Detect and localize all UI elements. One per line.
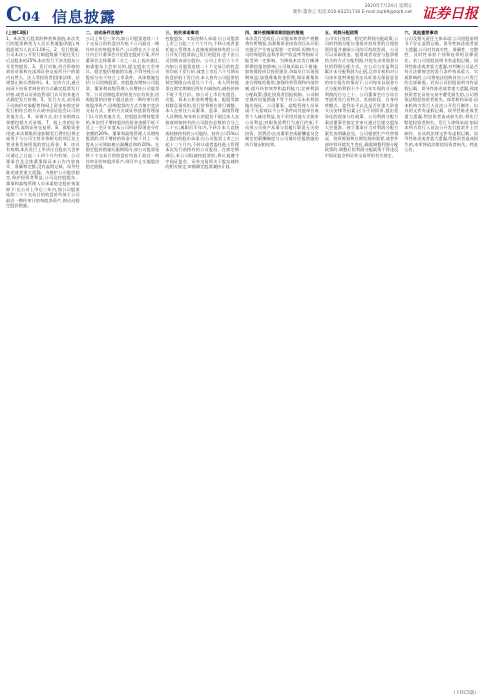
column-6 <box>404 30 478 690</box>
column-5 <box>325 30 399 690</box>
column-body: 1、本次发行股票的种类和面值,本次发行的股票种类为人民币普通股(A股),每股面值为人民币1.00元。2、发行数量,公司本次公开发行新股数量不超过发行后总股本的25%,本次发行不涉及股东公开发售股份。3、发行对象,符合资格的询价对象和在深圳证券交易所开户的境内自然人、法人等投资者(国家法律、法规禁止购买者除外)。4、定价方式,通过向网下投资者询价的方式确定股票发行价格,或者以证券监管部门认可的其他方式确定发行价格。5、发行方式,采用网下向询价对象配售和网上资金申购定价发行相结合的方式或中国证监会认可的其他方式。6、承销方式,由主承销商以余额包销方式承销。7、拟上市的证券交易所,深圳证券交易所。8、募集资金用途,本次募集资金扣除发行费用后将全部用于与公司主营业务相关的项目及主营业务发展所需的营运资金。9、决议有效期,本次发行上市决议自股东大会审议通过之日起二十四个月内有效。公司董事会及全体董事保证本公告内容真实、准确和完整,没有虚假记载、误导性陈述或者重大遗漏。为维护公司股价稳定,保护投资者利益,公司及控股股东、董事和高级管理人员承诺稳定股价预案如下:在公司上市后三年内,如公司股票连续二十个交易日的收盘价均低于公司最近一期经审计的每股净资产,则启动稳定股价措施。 <box>6 35 80 209</box>
issue-meta <box>242 4 412 16</box>
column-heading: 六、其他重要事项 <box>404 30 438 35</box>
column-heading: 三、相关承诺事项 <box>165 30 199 35</box>
newspaper-logo: 证券日报 <box>422 6 478 22</box>
header-rule <box>6 26 478 27</box>
page-number: 04 <box>21 10 41 25</box>
column-heading: 二、启动条件及程序 <box>85 30 124 35</box>
column-body: 公司及相关责任主体承诺:公司招股说明书不存在虚假记载、误导性陈述或者重大遗漏,公司对其真实性、准确性、完整性、及时性承担个别和连带的法律责任。若公司招股说明书有虚假记载、误导性陈述或者重大遗漏,对判断公司是否符合法律规定的发行条件构成重大、实质影响的,公司将依法回购首次公开发行的全部新股。若因公司招股说明书有虚假记载、误导性陈述或者重大遗漏,致使投资者在证券交易中遭受损失的,公司将依法赔偿投资者损失。保荐机构承诺:因本机构为发行人首次公开发行制作、出具的文件有虚假记载、误导性陈述或者重大遗漏,给投资者造成损失的,将先行赔偿投资者损失。发行人律师承诺:如因本所为发行人首次公开发行股票并上市制作、出具的法律文件有虚假记载、误导性陈述或者重大遗漏,给投资者造成损失的,本所将依法赔偿投资者损失。特此公告。 <box>404 35 479 153</box>
article-columns <box>6 30 478 690</box>
column-2 <box>86 30 160 690</box>
column-1 <box>6 30 80 690</box>
editor-contact: 制作:董春云 电话:010-83251716 E-mail:zqrb9@zqrb.net <box>292 10 412 15</box>
column-3 <box>165 30 239 690</box>
page-number-logo <box>6 4 40 28</box>
column-body: 控股股东、实际控制人承诺:自公司股票上市之日起三十六个月内,不转让或者委托他人管理本人直接或间接持有的公司公开发行股票前已发行的股份,也不由公司回购该部分股份。公司上市后六个月内如公司股票连续二十个交易日的收盘价均低于发行价,或者上市后六个月期末收盘价低于发行价,本人持有公司股票的锁定期限自动延长六个月。本人所持股票在锁定期满后两年内减持的,减持价格不低于发行价。如公司上市后有派息、送股、资本公积金转增股本、配股等除权除息事项的,发行价将相应进行调整。本人在担任公司董事、监事、高级管理人员期间,每年转让的股份不超过本人直接或间接持有的公司股份总数的百分之二十五;离职后半年内,不转让本人直接或间接持有的公司股份。持有公司5%以上股份的股东承诺:自公司股票上市之日起十二个月内,不转让或者委托他人管理本次发行前持有的公司股份。在锁定期满后,本公司拟减持股票的,将认真遵守中国证监会、证券交易所关于股东减持的相关规定,审慎制定股票减持计划。 <box>165 35 240 170</box>
continued-note: (下转C5版) <box>453 691 476 696</box>
page-letter: C <box>6 2 22 26</box>
issue-date: 2020年7月24日 星期五 <box>364 4 412 9</box>
column-heading: 四、填补被摊薄即期回报的措施 <box>245 30 304 35</box>
column-body: 公司上市后三年内,如公司股票连续二十个交易日的收盘价均低于公司最近一期经审计的每股净资产,公司将在五个交易日内召开董事会讨论稳定股价方案,并经董事会全体董事二分之一以上表决通过,如需股东大会审议的,提交股东大会审议。稳定股价措施的实施,不得导致公司股权分布不符合上市条件。具体措施包括:公司回购股票、控股股东增持公司股票、董事和高级管理人员增持公司股票等。公司回购股票的资金为自有资金,回购股票的价格不超过最近一期经审计的每股净资产,回购股票的方式为集中竞价交易方式、要约方式或证券监督管理部门认可的其他方式。控股股东增持股票的,单次用于增持股份的资金金额不低于其上一会计年度从公司所获得现金分红金额的20%。董事和高级管理人员增持股票的,用于增持的资金不低于其上一年度从公司领取税后薪酬总和的20%。在稳定股价措施实施期间内,如公司股票连续十个交易日的收盘价均高于最近一期经审计的每股净资产,则可中止实施股价稳定措施。 <box>85 35 160 170</box>
column-body: 本次发行完成后,公司股本和净资产规模将有所增加,而募集资金投资项目从开始实施至产生效益需要一定时间,短期内公司的每股收益和净资产收益率等指标可能受到一定影响。为降低本次发行摊薄即期回报的影响,公司拟采取以下措施:加快募投项目投资建设,争取早日实现预期效益;加强募集资金管理,保证募集资金合理规范使用;加强经营管理和内部控制,提升经营效率和盈利能力;完善利润分配政策,强化投资者回报机制。公司制定填补回报措施不等于对公司未来利润做出保证。公司董事、高级管理人员承诺:不无偿或以不公平条件向其他单位或者个人输送利益,也不采用其他方式损害公司利益;对职务消费行为进行约束;不动用公司资产从事与其履行职责无关的投资、消费活动;由董事会或薪酬委员会制定的薪酬制度与公司填补回报措施的执行情况相挂钩。 <box>245 35 319 147</box>
page-header <box>0 0 484 26</box>
column-heading: 五、利润分配政策 <box>324 30 359 35</box>
column-4 <box>245 30 319 690</box>
section-title: 信息披露 <box>52 8 117 26</box>
column-body: 公司实行连续、稳定的利润分配政策,公司的利润分配应重视对投资者的合理投资回报并兼顾公司的可持续发展。公司可以采取现金、股票或者现金与股票相结合的方式分配利润,并优先采用现金分红的利润分配方式。在公司当年盈利且累计未分配利润为正值,且审计机构对公司该年度财务报告出具标准无保留意见的审计报告的情况下,公司每年以现金方式分配的利润不少于当年实现的可分配利润的百分之十。公司董事会应当综合考虑所处行业特点、发展阶段、自身经营模式、盈利水平以及是否有重大资金支出安排等因素,区分不同情形,提出差异化的现金分红政策。公司利润分配方案由董事会拟定并审议通过后提交股东大会批准。独立董事应当对利润分配方案发表明确意见。公司根据生产经营情况、投资规划和长期发展的需要,或者外部经营环境发生变化,确需调整利润分配政策的,调整后的利润分配政策不得违反中国证监会和证券交易所的有关规定。 <box>324 35 399 159</box>
column-heading: (上接C3版) <box>6 30 29 35</box>
